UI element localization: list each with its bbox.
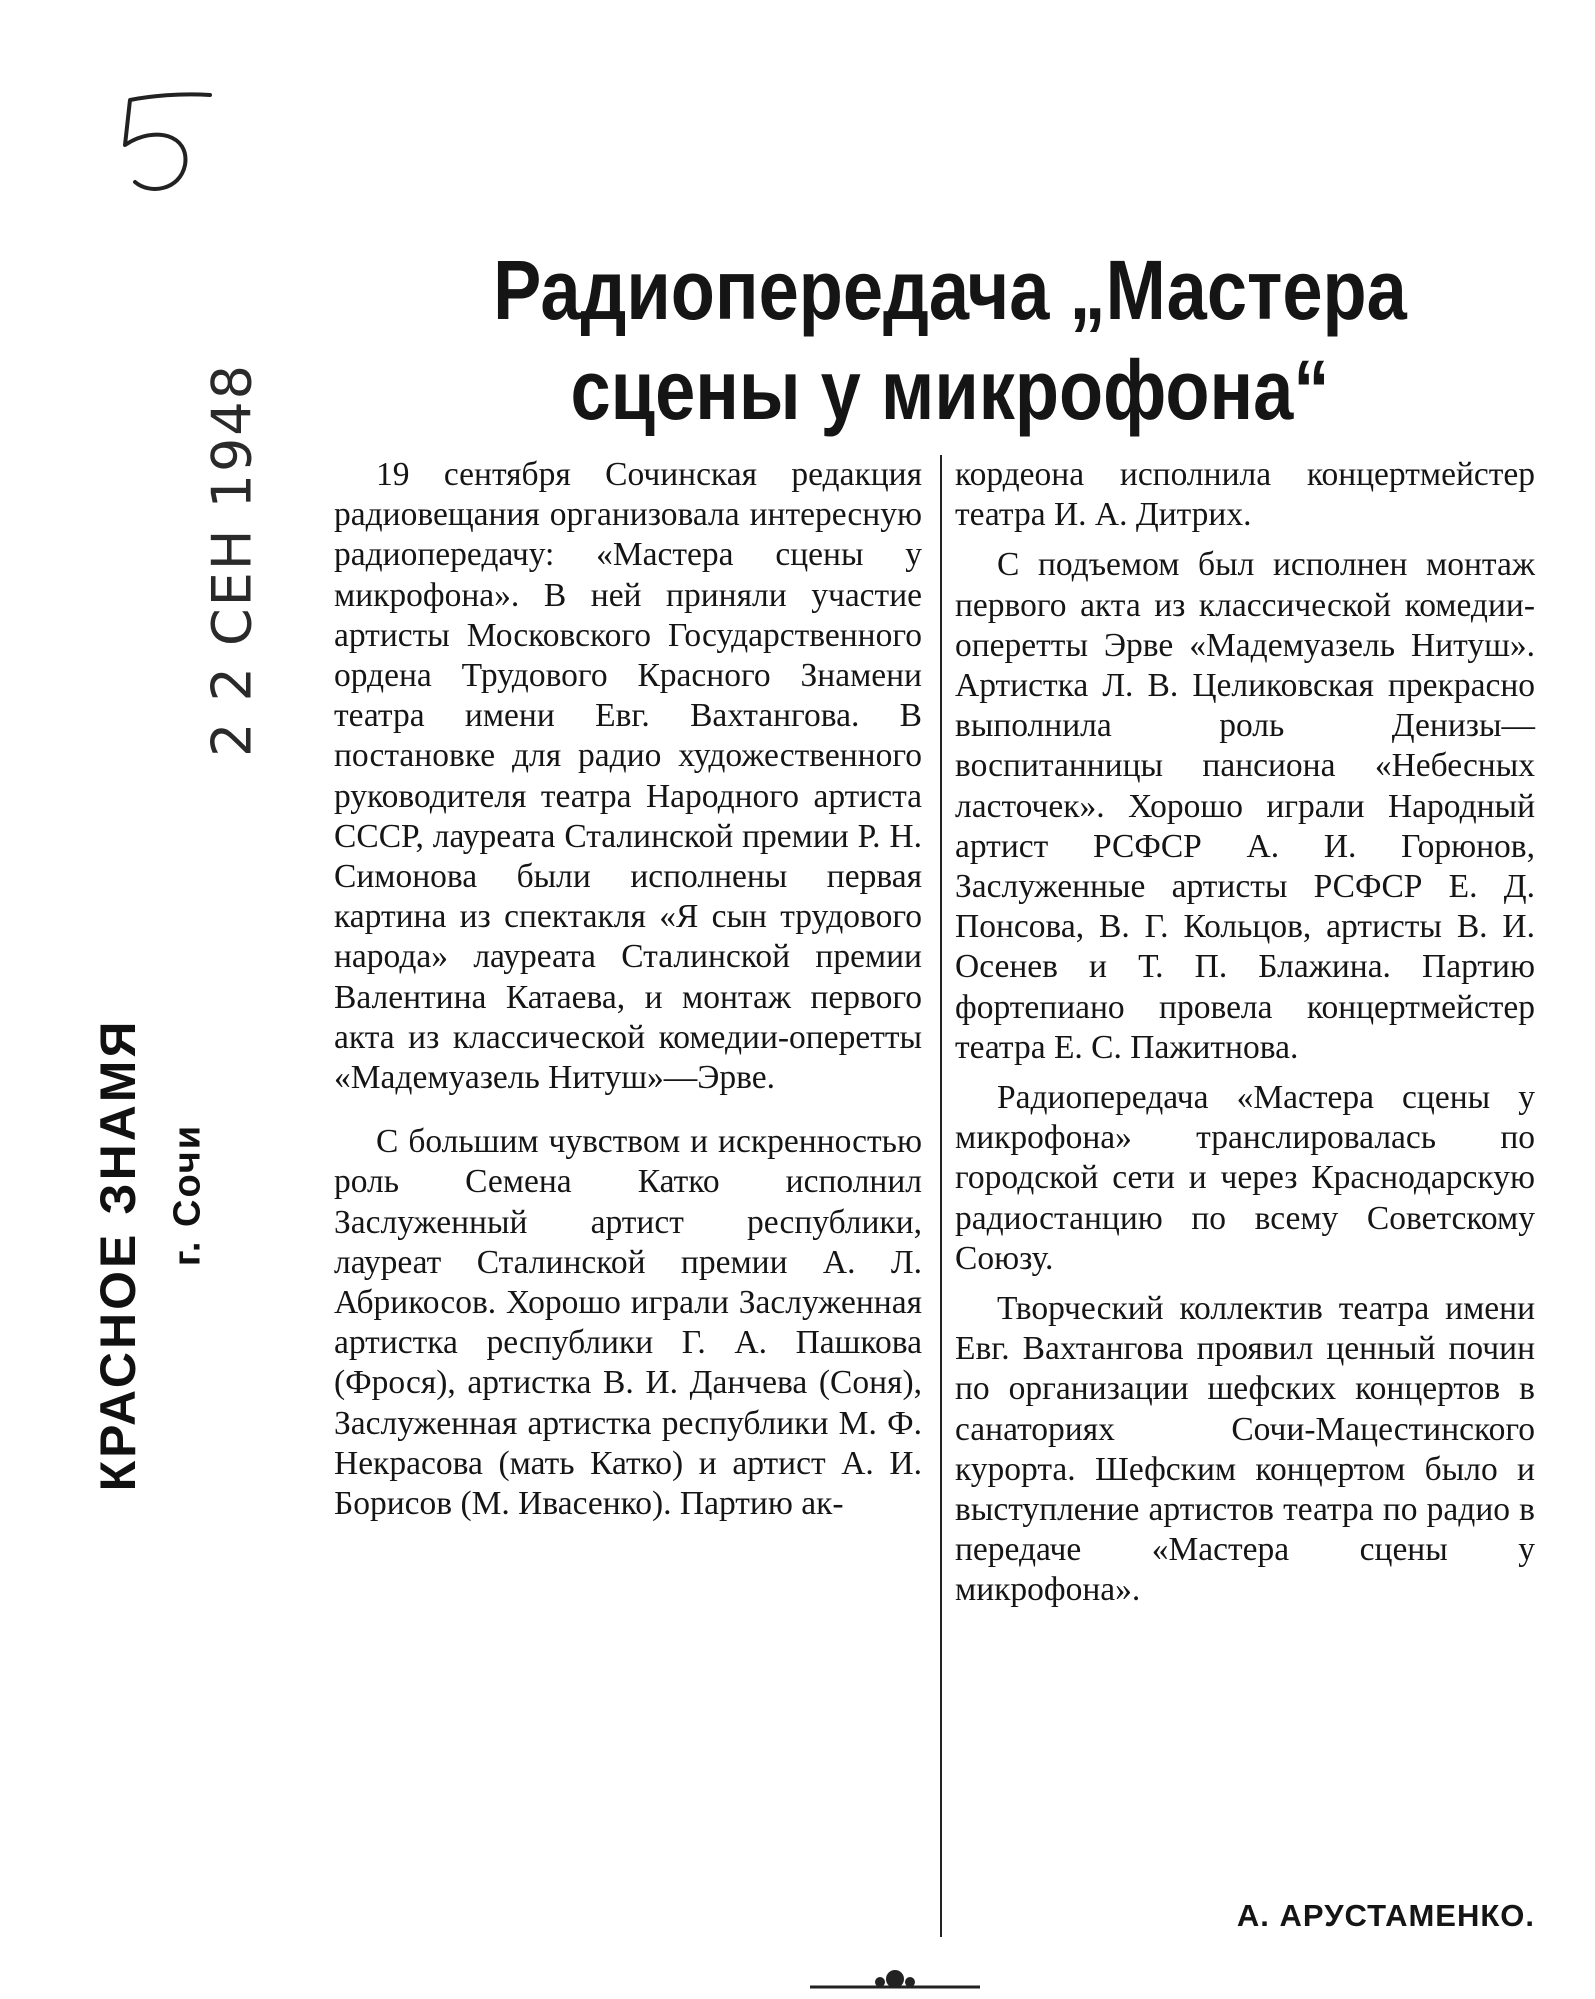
article-right-column [955, 455, 1535, 1611]
article-left-column [334, 455, 922, 1524]
right-paragraph-1: кордеона исполнила концертмейстер театра И. А. Дитрих. [955, 456, 1535, 534]
newspaper-name-stamp: КРАСНОЕ ЗНАМЯ [90, 1018, 146, 1492]
handwritten-page-number [110, 90, 220, 200]
left-paragraph-1: 19 сентября Сочинская редакция радиовещания организовала интересную радиопередачу: «Мастера сцены у микрофона». В ней приняли участие артисты Московского Государственного ордена Трудового Красного Знамени театра имени Евг. Вахтангова. В постановке для радио художественного руководителя театра Народного артиста СССР, лауреата Сталинской премии Р. Н. Симонова были исполнены первая картина из спектакля «Я сын трудового народа» лауреата Сталинской премии Валентина Катаева, и монтаж первого акта из классической комедии-оперетты «Мадемуазель Нитуш»—Эрве. [334, 456, 922, 1097]
right-paragraph-2: С подъемом был исполнен монтаж первого акта из классической комедии-оперетты Эрве «Мадемуазель Нитуш». Артистка Л. В. Целиковская прекрасно выполнила роль Денизы—воспитанницы пансиона «Небесных ласточек». Хорошо играли Народный артист РСФСР А. И. Горюнов, Заслуженные артисты РСФСР Е. Д. Понсова, В. Г. Кольцов, артисты В. И. Осенев и Т. П. Блажина. Партию фортепиано провела концертмейстер театра Е. С. Пажитнова. [955, 546, 1535, 1066]
right-paragraph-3: Радиопередача «Мастера сцены у микрофона» транслировалась по городской сети и через Краснодарскую радиостанцию по всему Советскому Союзу. [955, 1079, 1535, 1277]
date-stamp: 2 2 СЕН 1948 [200, 362, 264, 758]
right-paragraph-4: Творческий коллектив театра имени Евг. Вахтангова проявил ценный почин по организации шефских концертов в санаториях Сочи-Мацестинского курорта. Шефским концертом было и выступление артистов театра по радио в передаче «Мастера сцены у микрофона». [955, 1290, 1535, 1609]
author-signature: А. АРУСТАМЕНКО. [1236, 1898, 1535, 1933]
newspaper-city-stamp: г. Сочи [166, 1123, 209, 1267]
left-paragraph-2: С большим чувством и искренностью роль Семена Катко исполнил Заслуженный артист республики, лауреат Сталинской премии А. Л. Абрикосов. Хорошо играли Заслуженная артистка республики Г. А. Пашкова (Фрося), артистка В. И. Данчева (Соня), Заслуженная артистка республики М. Ф. Некрасова (мать Катко) и артист А. И. Борисов (М. Ивасенко). Партию ак- [334, 1123, 922, 1523]
column-divider [940, 455, 942, 1937]
article-title: Радиопередача „Мастера сцены у микрофона“ [493, 243, 1407, 437]
ornament-divider-icon [810, 1965, 980, 1995]
